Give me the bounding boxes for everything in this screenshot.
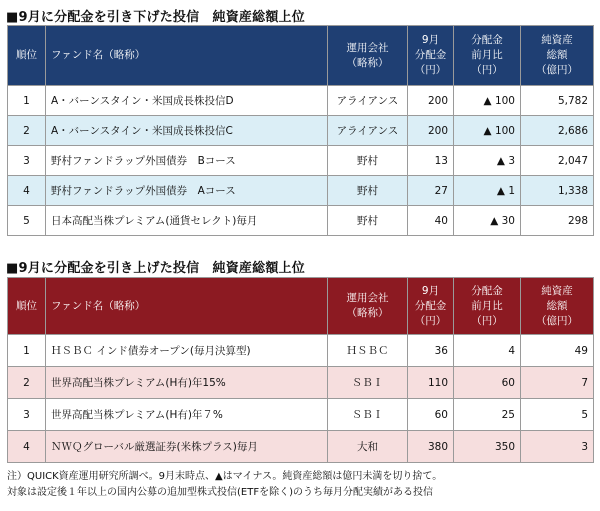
header-change: 分配金 前月比 （円） — [454, 278, 521, 335]
fund-cell: A・バーンスタイン・米国成長株投信C — [46, 116, 328, 146]
table-row — [8, 206, 594, 236]
header-fund: ファンド名（略称） — [46, 278, 328, 335]
change-cell: ▲ 1 — [454, 176, 521, 206]
company-cell: ＳＢＩ — [328, 367, 408, 399]
fund-cell: A・バーンスタイン・米国成長株投信D — [46, 86, 328, 116]
change-cell: 25 — [454, 399, 521, 431]
change-cell: ▲ 30 — [454, 206, 521, 236]
table-row — [8, 367, 594, 399]
rank-cell: 1 — [8, 335, 46, 367]
dist-cell: 36 — [408, 335, 454, 367]
change-cell: ▲ 100 — [454, 86, 521, 116]
company-cell: アライアンス — [328, 116, 408, 146]
assets-cell: 2,686 — [521, 116, 594, 146]
assets-cell: 49 — [521, 335, 594, 367]
rank-cell: 4 — [8, 431, 46, 463]
company-cell: 野村 — [328, 206, 408, 236]
fund-cell: ＮＷＱグローバル厳選証券(米株プラス)毎月 — [46, 431, 328, 463]
rank-cell: 2 — [8, 116, 46, 146]
header-company: 運用会社 （略称） — [328, 26, 408, 86]
dist-cell: 200 — [408, 86, 454, 116]
table-row — [8, 146, 594, 176]
dist-cell: 110 — [408, 367, 454, 399]
assets-cell: 298 — [521, 206, 594, 236]
dist-cell: 200 — [408, 116, 454, 146]
fund-cell: ＨＳＢＣ インド債券オープン(毎月決算型) — [46, 335, 328, 367]
rank-cell: 3 — [8, 146, 46, 176]
change-cell: 4 — [454, 335, 521, 367]
rank-cell: 2 — [8, 367, 46, 399]
dist-cell: 27 — [408, 176, 454, 206]
table2-title: ■9月に分配金を引き上げた投信 純資産総額上位 — [6, 261, 305, 276]
footnote-line: 注）QUICK資産運用研究所調べ。9月末時点、▲はマイナス。純資産総額は億円未満を切り捨て。 — [7, 471, 443, 482]
fund-cell: 野村ファンドラップ外国債券 Aコース — [46, 176, 328, 206]
table-row — [8, 176, 594, 206]
dist-cell: 380 — [408, 431, 454, 463]
assets-cell: 2,047 — [521, 146, 594, 176]
table2-header-row — [8, 278, 594, 335]
rank-cell: 1 — [8, 86, 46, 116]
fund-cell: 世界高配当株プレミアム(H有)年７% — [46, 399, 328, 431]
fund-cell: 日本高配当株プレミアム(通貨セレクト)毎月 — [46, 206, 328, 236]
header-rank: 順位 — [8, 26, 46, 86]
company-cell: 野村 — [328, 146, 408, 176]
fund-cell: 世界高配当株プレミアム(H有)年15% — [46, 367, 328, 399]
rank-cell: 5 — [8, 206, 46, 236]
assets-cell: 5 — [521, 399, 594, 431]
assets-cell: 3 — [521, 431, 594, 463]
change-cell: ▲ 3 — [454, 146, 521, 176]
dist-cell: 40 — [408, 206, 454, 236]
header-dist: 9月 分配金 （円） — [408, 26, 454, 86]
header-assets: 純資産 総額 （億円） — [521, 26, 594, 86]
table-row — [8, 116, 594, 146]
header-fund: ファンド名（略称） — [46, 26, 328, 86]
table-row — [8, 86, 594, 116]
company-cell: ＳＢＩ — [328, 399, 408, 431]
fund-cell: 野村ファンドラップ外国債券 Bコース — [46, 146, 328, 176]
company-cell: ＨＳＢＣ — [328, 335, 408, 367]
assets-cell: 7 — [521, 367, 594, 399]
footnote-line: 対象は設定後１年以上の国内公募の追加型株式投信(ETFを除く)のうち毎月分配実績がある投信 — [7, 487, 433, 498]
rank-cell: 4 — [8, 176, 46, 206]
table1-title: ■9月に分配金を引き下げた投信 純資産総額上位 — [6, 10, 305, 25]
assets-cell: 1,338 — [521, 176, 594, 206]
change-cell: ▲ 100 — [454, 116, 521, 146]
change-cell: 350 — [454, 431, 521, 463]
company-cell: アライアンス — [328, 86, 408, 116]
table1-header-row — [8, 26, 594, 86]
header-assets: 純資産 総額 （億円） — [521, 278, 594, 335]
change-cell: 60 — [454, 367, 521, 399]
header-rank: 順位 — [8, 278, 46, 335]
rank-cell: 3 — [8, 399, 46, 431]
table-row — [8, 431, 594, 463]
dist-cell: 13 — [408, 146, 454, 176]
lowered-distribution-table — [7, 25, 594, 236]
raised-distribution-table — [7, 277, 594, 463]
header-dist: 9月 分配金 （円） — [408, 278, 454, 335]
dist-cell: 60 — [408, 399, 454, 431]
header-company: 運用会社 （略称） — [328, 278, 408, 335]
table-row — [8, 399, 594, 431]
table-row — [8, 335, 594, 367]
footnote — [7, 469, 442, 501]
header-change: 分配金 前月比 （円） — [454, 26, 521, 86]
company-cell: 大和 — [328, 431, 408, 463]
assets-cell: 5,782 — [521, 86, 594, 116]
company-cell: 野村 — [328, 176, 408, 206]
